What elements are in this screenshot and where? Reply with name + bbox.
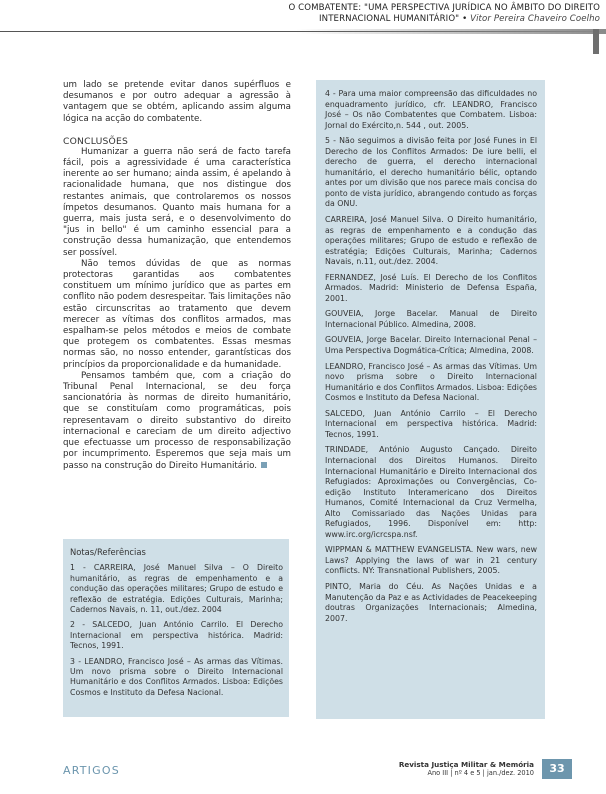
notes-box (63, 539, 289, 717)
header-title-continuation: INTERNACIONAL HUMANITÁRIO" (319, 14, 460, 24)
running-header (180, 3, 600, 25)
reference-item: 4 - Para uma maior compreensão das dificuldades no enquadramento jurídico, cfr. LEANDRO, Francisco José – Os não Combatentes que Combatem. Lisboa: Jornal do Exército,n. 544 , out. 2005. (325, 89, 537, 130)
page-number: 33 (542, 759, 572, 779)
reference-item: FERNANDEZ, José Luís. El Derecho de los Conflitos Armados. Madrid: Ministerio de Defensa España, 2001. (325, 272, 537, 303)
reference-item: GOUVEIA, Jorge Bacelar. Manual de Direito Internacional Público. Almedina, 2008. (325, 309, 537, 329)
body-paragraph-1: Humanizar a guerra não será de facto tarefa fácil, pois a agressividade é uma característica inerente ao ser humano; ainda assim, é apelando à racionalidade humana, que nos distingue dos restantes animais, que controlaremos os nossos ímpetos desumanos. Quanto mais humana for a guerra, mais justa será, e o desenvolvimento do "jus in bello" é um caminho essencial para a construção dessa humanização, que entendemos ser possível. (63, 146, 291, 258)
reference-item: WIPPMAN & MATTHEW EVANGELISTA. New wars, new Laws? Applying the laws of war in 21 century conflicts. NY: Transnational Publishers, 2005. (325, 545, 537, 576)
note-item: 3 - LEANDRO, Francisco José – As armas das Vítimas. Um novo prisma sobre o Direito Internacional Humanitário e dos Conflitos Armados. Lisboa: Edições Cosmos e Instituto da Defesa Nacional. (70, 656, 283, 697)
left-column (63, 80, 291, 472)
note-item: 2 - SALCEDO, Juan António Carrilo. El Derecho Internacional em perspectiva histórica. Madrid: Tecnos, 1991. (70, 620, 283, 651)
body-paragraph-3 (63, 371, 291, 472)
section-label: ARTIGOS (63, 764, 120, 777)
body-paragraph-2: Não temos dúvidas de que as normas protectoras garantidas aos combatentes constituem um mínimo jurídico que as partes em conflito não podem desrespeitar. Tais limitações não estão circunscritas ao tratamento que devem merecer as vítimas dos conflitos armados, mas espalham-se pelos métodos e meios de combate que protegem os combatentes. Essas mesmas normas são, no nosso entender, garantísticas dos princípios da proporcionalidade e da humanidade. (63, 258, 291, 370)
end-of-article-marker (261, 462, 267, 468)
header-bullet: • (462, 14, 468, 24)
reference-item: 5 - Não seguimos a divisão feita por José Funes in El Derecho de los Conflitos Armados: De iure belli, el derecho de guerra, el derecho internacional humanitário, el derecho humanitário bélic, optando antes por um divisão que nos parece mais concisa do ponto de vista jurídico, abrangendo contudo as forças da ONU. (325, 136, 537, 209)
reference-item: CARREIRA, José Manuel Silva. O Direito humanitário, as regras de empenhamento e a condução das operações militares; Grupo de estudo e reflexão de estratégia; Edições Culturais, Marinha; Cadernos Navais, n.11, out./dez. 2004. (325, 215, 537, 267)
header-rule (0, 26, 606, 36)
journal-info (399, 760, 534, 778)
reference-item: TRINDADE, António Augusto Cançado. Direito Internacional dos Direitos Humanos. Direito Internacional Humanitário e Direito Internacional dos Refugiados: Aproximações ou Convergências, Co-edição Instituto Interamericano dos Direitos Humanos, Comité Internacional da Cruz Vermelha, Alto Comissariado das Nações Unidas para Refugiados, 1996. Disponível em: http: www.irc.org/icrcspa.nsf. (325, 445, 537, 539)
reference-item: SALCEDO, Juan António Carrilo – El Derecho Internacional em perspectiva histórica. Madrid: Tecnos, 1991. (325, 408, 537, 439)
reference-item: GOUVEIA, Jorge Bacelar. Direito Internacional Penal – Uma Perspectiva Dogmática-Crítica; Almedina, 2008. (325, 335, 537, 356)
intro-paragraph: um lado se pretende evitar danos supérfluos e desumanos e por outro adequar a agressão à vantagem que se obtém, aplicando assim alguma lógica na acção do combatente. (63, 80, 291, 124)
section-heading: CONCLUSÕES (63, 135, 129, 147)
note-item: 1 - CARREIRA, José Manuel Silva – O Direito humanitário, as regras de empenhamento e a condução das operações militares; Grupo de estudo e reflexão de estratégia. Edições Culturais, Marinha; Cadernos Navais, n. 11, out./dez. 2004 (70, 563, 283, 615)
header-title-line1: O COMBATENTE: "UMA PERSPECTIVA JURÍDICA NO ÂMBITO DO DIREITO (288, 3, 600, 13)
reference-item: PINTO, Maria do Céu. As Nações Unidas e a Manutenção da Paz e as Actividades de Peacekeeping doutras Organizações Internacionais; Almedina, 2007. (325, 581, 537, 623)
header-title-line2 (180, 14, 600, 25)
journal-title: Revista Justiça Militar & Memória (398, 760, 534, 769)
header-rule-gradient (296, 29, 606, 34)
header-edge-marker (593, 29, 599, 54)
reference-item: LEANDRO, Francisco José – As armas das Vítimas. Um novo prisma sobre o Direito Internacional Humanitário e dos Conflitos Armados. Lisboa: Edições Cosmos e Instituto da Defesa Nacional. (325, 361, 537, 403)
journal-issue: Ano III | nº 4 e 5 | jan./dez. 2010 (427, 769, 534, 777)
notes-title: Notas/Referências (70, 547, 146, 557)
body-paragraph-3-text: Pensamos também que, com a criação do Tribunal Penal Internacional, se deu força sancionatória às normas de direito humanitário, que se constituíam como programáticas, pois representavam o direito substantivo do direito internacional e careciam de um direito adjectivo que efectuasse um processo de responsabilização por incumprimento. Esperemos que seja mais um passo na construção do Direito Humanitário. (63, 370, 291, 471)
header-author: Vitor Pereira Chaveiro Coelho (470, 14, 600, 24)
references-box (316, 80, 545, 719)
spacer (63, 125, 291, 136)
